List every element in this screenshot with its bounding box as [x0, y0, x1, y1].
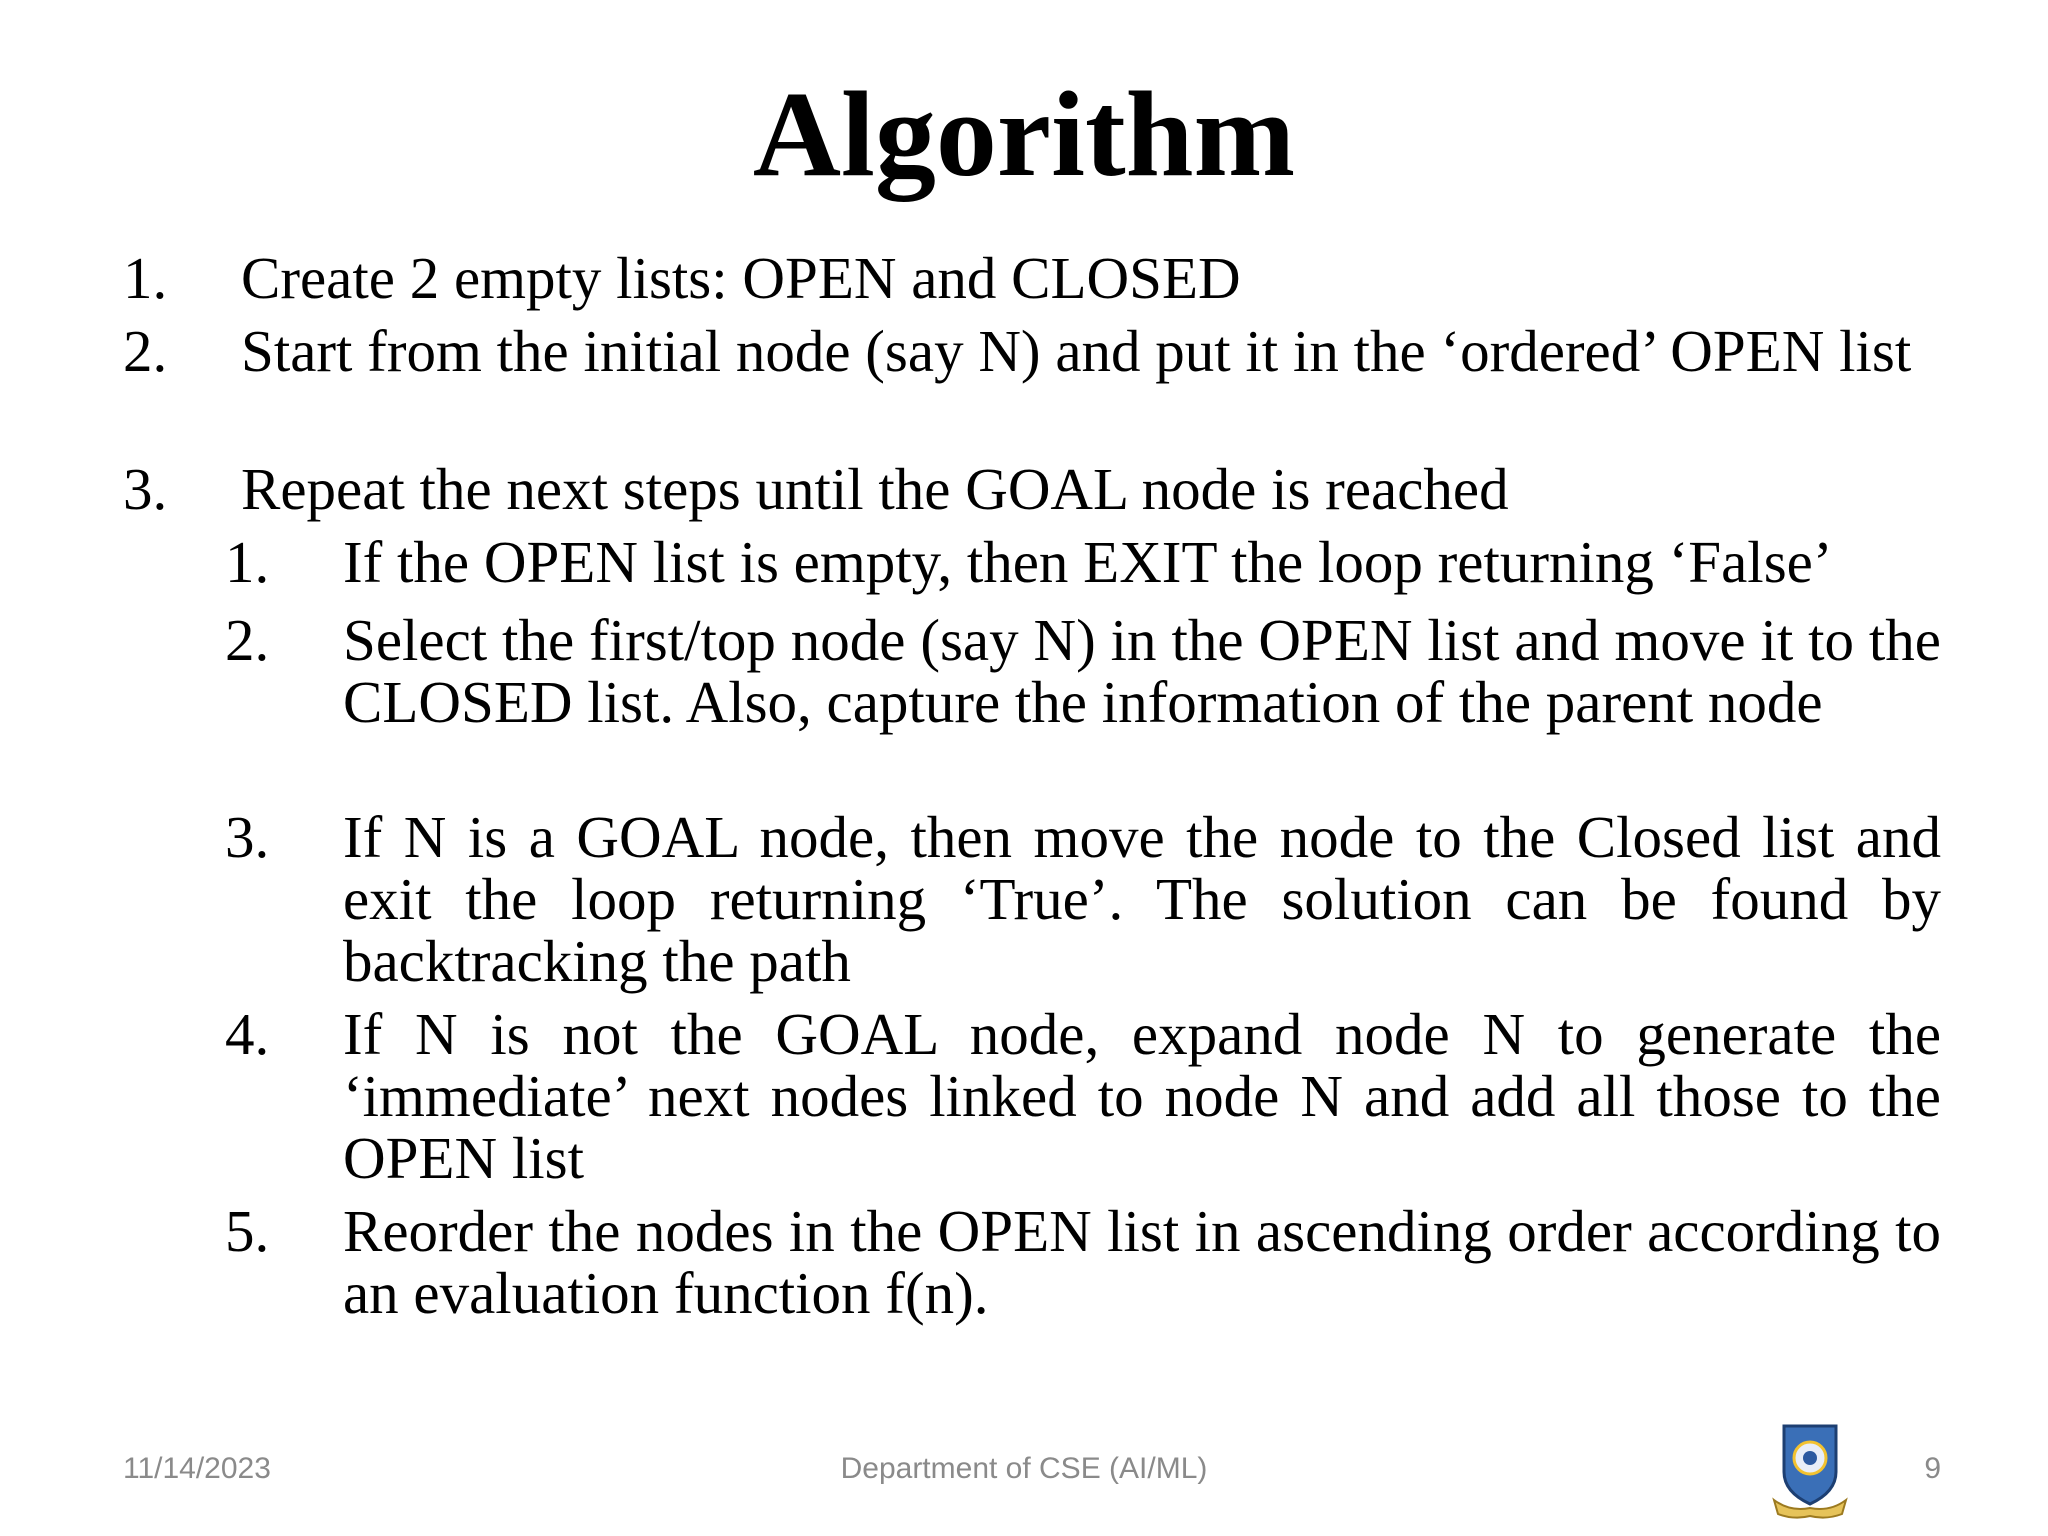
step-text: Repeat the next steps until the GOAL node is reached [241, 456, 1509, 522]
step-text: Start from the initial node (say N) and put it in the ‘ordered’ OPEN list [241, 318, 1912, 384]
step-text: Create 2 empty lists: OPEN and CLOSED [241, 245, 1241, 311]
institution-logo-icon [1770, 1420, 1850, 1520]
substep-text: Reorder the nodes in the OPEN list in ascending order according to an evaluation function f(n). [343, 1198, 1941, 1326]
substep-number: 4. [225, 1001, 270, 1067]
substep-text: If N is a GOAL node, then move the node to the Closed list and exit the loop returning ‘True’. The solution can be found by backtracking the path [343, 804, 1941, 994]
substep-number: 2. [225, 607, 270, 673]
footer-date: 11/14/2023 [123, 1452, 271, 1485]
page-number: 9 [1924, 1452, 1941, 1485]
slide-title: Algorithm [752, 67, 1296, 202]
substep-text: If N is not the GOAL node, expand node N to generate the ‘immediate’ next nodes linked to node N and add all those to the OPEN list [343, 1001, 1941, 1191]
substep-number: 1. [225, 529, 270, 595]
step-number: 1. [123, 245, 168, 311]
step-number: 2. [123, 318, 168, 384]
step-number: 3. [123, 456, 168, 522]
footer-department: Department of CSE (AI/ML) [840, 1452, 1208, 1485]
substep-text: Select the first/top node (say N) in the OPEN list and move it to the CLOSED list. Also, capture the information of the parent node [343, 607, 1941, 735]
substep-number: 5. [225, 1198, 270, 1264]
substep-text: If the OPEN list is empty, then EXIT the loop returning ‘False’ [343, 529, 1833, 595]
substep-number: 3. [225, 804, 270, 870]
